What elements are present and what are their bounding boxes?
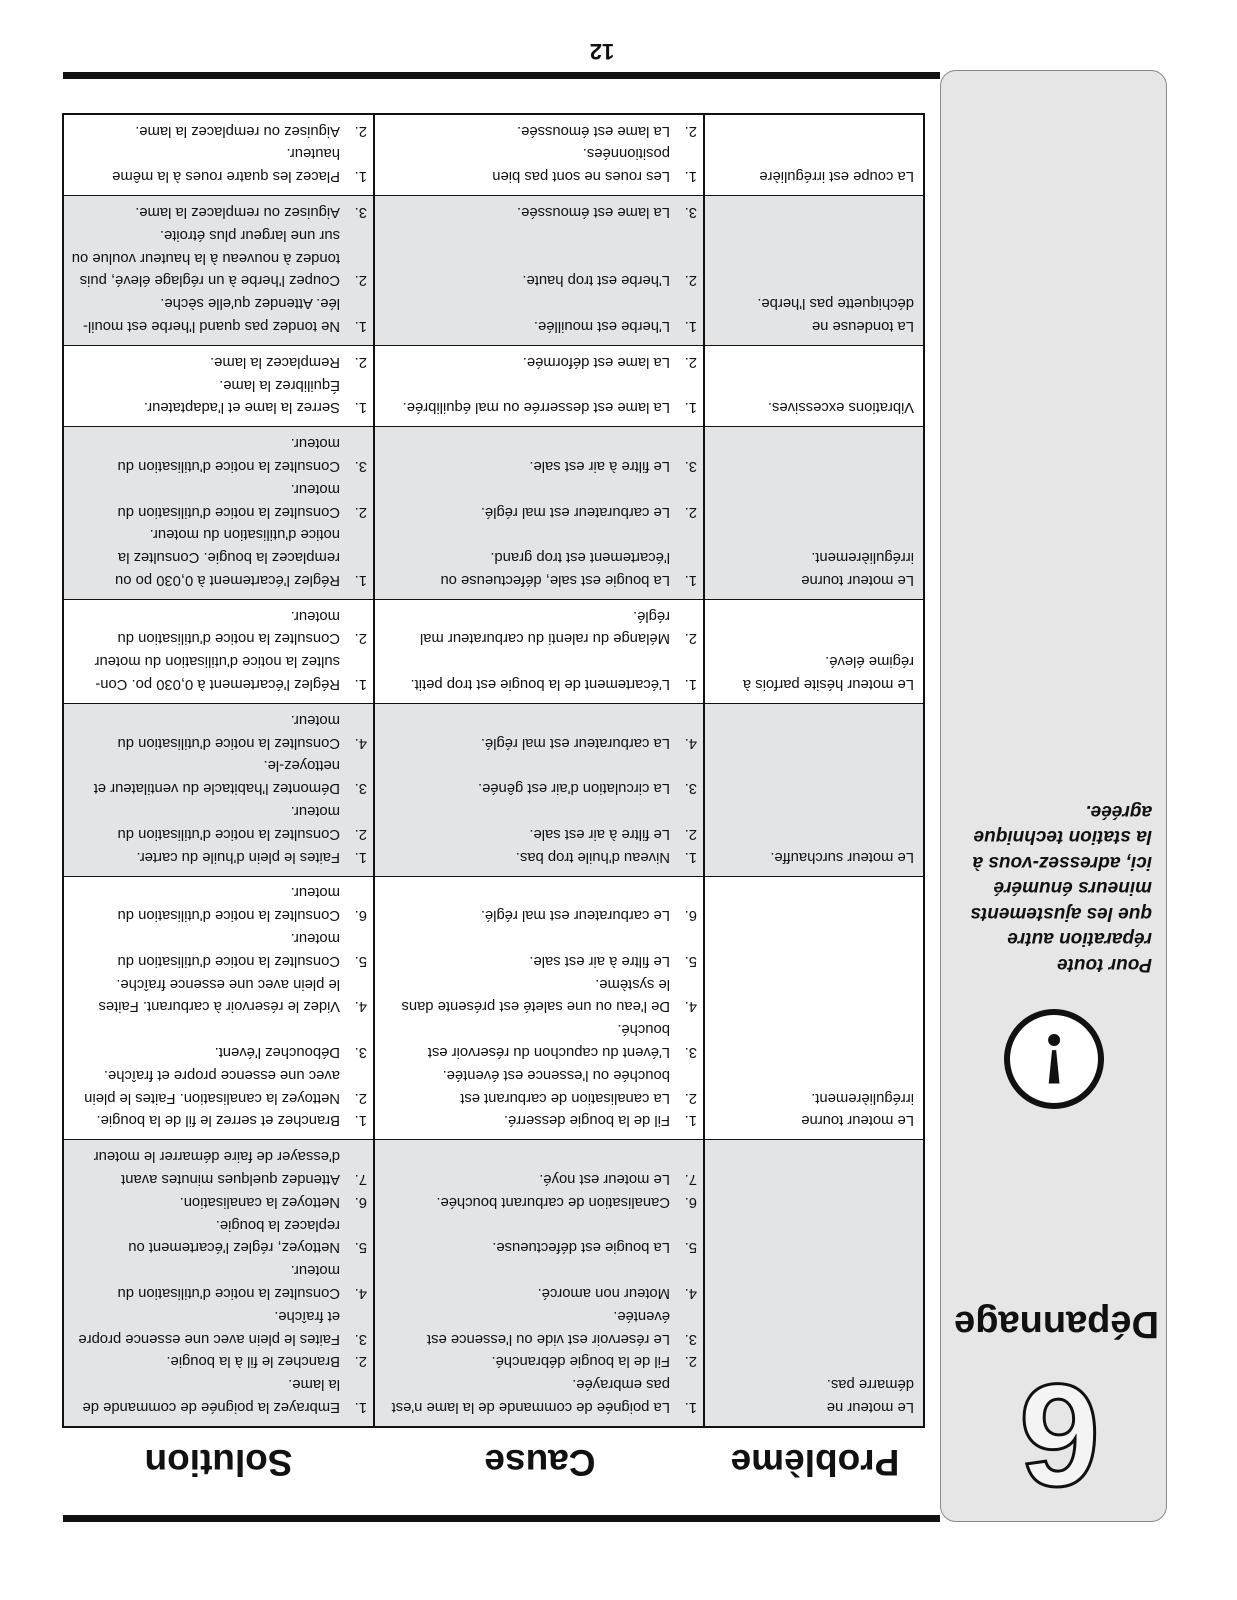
solution-text: Démontez l'habitacle du ventilateur et nettoyez-le. bbox=[93, 757, 340, 797]
solution-item bbox=[64, 119, 375, 142]
solution-text: Serrez la lame et l'adaptateur. Équilibrez la lame. bbox=[143, 376, 340, 416]
item-number: 2. bbox=[684, 503, 697, 520]
section-number: 6 bbox=[1018, 1354, 1100, 1517]
cause-text: De l'eau ou une saleté est présente dans le système. bbox=[401, 975, 670, 1015]
solution-item bbox=[64, 926, 375, 972]
header-problem: Problème bbox=[730, 1442, 900, 1483]
solution-text: Débouchez l'évent. bbox=[214, 1044, 340, 1061]
cause-text: La circulation d'air est gênée. bbox=[477, 780, 670, 797]
solution-item bbox=[64, 845, 375, 868]
solution-item bbox=[64, 799, 375, 845]
cause-text: Le filtre à air est sale. bbox=[529, 825, 670, 842]
item-number: 6. bbox=[354, 1193, 367, 1210]
item-number: 4. bbox=[354, 734, 367, 751]
solution-item bbox=[64, 1372, 375, 1418]
cause-item bbox=[375, 881, 705, 927]
problem-cell: Le moteur tourne irrégulièrement. bbox=[801, 549, 914, 588]
item-number: 5. bbox=[354, 952, 367, 969]
cause-item bbox=[375, 972, 705, 1018]
problem-cell: La tondeuse ne déchiquette pas l'herbe. bbox=[757, 295, 914, 334]
solution-text: Aiguisez ou remplacez la lame. bbox=[135, 122, 340, 139]
cause-item bbox=[375, 1190, 705, 1213]
item-number: 4. bbox=[684, 998, 697, 1015]
item-number: 4. bbox=[684, 1285, 697, 1302]
item-number: 2. bbox=[684, 122, 697, 139]
item-number: 1. bbox=[354, 848, 367, 865]
item-number: 1. bbox=[354, 168, 367, 185]
item-number: 2. bbox=[684, 825, 697, 842]
item-number: 1. bbox=[354, 399, 367, 416]
cause-text: La lame est émoussée. bbox=[517, 203, 670, 220]
table-row bbox=[64, 704, 923, 877]
solution-item bbox=[64, 1144, 375, 1190]
cause-item bbox=[375, 604, 705, 650]
solution-item bbox=[64, 350, 375, 373]
item-number: 4. bbox=[354, 998, 367, 1015]
solution-text: Nettoyez la canalisation. Faites le plein avec une essence propre et fraîche. bbox=[84, 1066, 340, 1106]
cause-item bbox=[375, 1304, 705, 1350]
item-number: 1. bbox=[684, 848, 697, 865]
cause-item bbox=[375, 1109, 705, 1132]
column-divider bbox=[704, 115, 706, 1426]
section-title: Dépannage bbox=[954, 1303, 1159, 1345]
cause-item bbox=[375, 200, 705, 223]
solution-item bbox=[64, 142, 375, 188]
item-number: 3. bbox=[684, 457, 697, 474]
solution-text: Consultez la notice d'utilisation du moteur. bbox=[117, 884, 340, 924]
cause-item bbox=[375, 431, 705, 477]
item-number: 3. bbox=[684, 203, 697, 220]
header-solution: Solution bbox=[144, 1442, 293, 1483]
item-number: 5. bbox=[684, 1239, 697, 1256]
cause-item bbox=[375, 1063, 705, 1109]
page-number: 12 bbox=[589, 39, 615, 64]
cause-text: Le moteur est noyé. bbox=[539, 1171, 670, 1188]
cause-text: La bougie est sale, défectueuse ou l'écartement est trop grand. bbox=[440, 549, 670, 588]
solution-text: Attendez quelques minutes avant d'essayer de faire démarrer le moteur bbox=[93, 1148, 340, 1188]
cause-text: La lame est desserrée ou mal équilibrée. bbox=[402, 399, 670, 416]
solution-text: Réglez l'écartement à 0,030 po. Con- sultez la notice d'utilisation du moteur bbox=[94, 653, 340, 693]
solution-item bbox=[64, 1350, 375, 1373]
item-number: 1. bbox=[684, 571, 697, 588]
solution-text: Faites le plein d'huile du carter. bbox=[136, 848, 340, 865]
item-number: 5. bbox=[354, 1239, 367, 1256]
item-number: 1. bbox=[354, 571, 367, 588]
table-row bbox=[64, 115, 923, 196]
table-row bbox=[64, 600, 923, 704]
solution-text: Consultez la notice d'utilisation du moteur. bbox=[117, 1262, 340, 1302]
solution-text: Placez les quatre roues à la même hauteur. bbox=[112, 145, 340, 185]
table-row bbox=[64, 1140, 923, 1426]
cause-item bbox=[375, 799, 705, 845]
solution-item bbox=[64, 881, 375, 927]
cause-item bbox=[375, 1017, 705, 1063]
cause-text: Le filtre à air est sale. bbox=[529, 457, 670, 474]
cause-text: Le carburateur est mal réglé. bbox=[480, 503, 670, 520]
solution-item bbox=[64, 972, 375, 1018]
exclamation-icon bbox=[1004, 1009, 1104, 1109]
cause-item bbox=[375, 1258, 705, 1304]
cause-text: Canalisation de carburant bouchée. bbox=[436, 1193, 670, 1210]
solution-text: Nettoyez, réglez l'écartement ou replacez la bougie. bbox=[128, 1216, 340, 1256]
problem-cell: Vibrations excessives. bbox=[767, 399, 914, 416]
item-number: 3. bbox=[354, 1330, 367, 1347]
item-number: 2. bbox=[354, 272, 367, 289]
solution-text: Consultez la notice d'utilisation du moteur. bbox=[117, 711, 340, 751]
solution-item bbox=[64, 604, 375, 650]
column-divider bbox=[374, 115, 376, 1426]
cause-item bbox=[375, 845, 705, 868]
solution-item bbox=[64, 1258, 375, 1304]
item-number: 1. bbox=[354, 317, 367, 334]
solution-item bbox=[64, 1063, 375, 1109]
cause-item bbox=[375, 291, 705, 337]
item-number: 1. bbox=[684, 1399, 697, 1415]
solution-text: Ne tondez pas quand l'herbe est mouil- lée. Attendez qu'elle sèche. bbox=[83, 295, 340, 334]
cause-item bbox=[375, 477, 705, 523]
item-number: 1. bbox=[684, 168, 697, 185]
item-number: 2. bbox=[684, 630, 697, 647]
cause-text: L'herbe est mouillée. bbox=[533, 317, 670, 334]
solution-item bbox=[64, 1304, 375, 1350]
cause-item bbox=[375, 754, 705, 800]
cause-item bbox=[375, 926, 705, 972]
item-number: 3. bbox=[684, 1330, 697, 1347]
item-number: 2. bbox=[354, 1353, 367, 1370]
solution-item bbox=[64, 431, 375, 477]
item-number: 2. bbox=[684, 1353, 697, 1370]
item-number: 1. bbox=[684, 676, 697, 693]
solution-item bbox=[64, 1213, 375, 1259]
header-cause: Cause bbox=[484, 1442, 596, 1483]
cause-text: L'évent du capuchon du réservoir est bouché. bbox=[427, 1021, 670, 1061]
problem-cell: Le moteur ne démarre pas. bbox=[826, 1376, 914, 1415]
item-number: 3. bbox=[354, 1044, 367, 1061]
item-number: 4. bbox=[684, 734, 697, 751]
item-number: 2. bbox=[354, 353, 367, 370]
service-note: Pour toute réparation autre que les ajustements mineurs énuméré ici, adressez-vous à la station technique agréée. bbox=[970, 801, 1152, 975]
cause-text: Le réservoir est vide ou l'essence est éventée. bbox=[427, 1307, 670, 1347]
solution-text: Réglez l'écartement à 0,030 po ou remplacez la bougie. Consultez la notice d'utilisation du moteur. bbox=[115, 526, 340, 588]
table-row bbox=[64, 196, 923, 346]
table-headers bbox=[62, 1444, 925, 1481]
item-number: 3. bbox=[354, 780, 367, 797]
item-number: 3. bbox=[684, 780, 697, 797]
item-number: 2. bbox=[354, 630, 367, 647]
solution-item bbox=[64, 754, 375, 800]
cause-text: La poignée de commande de la lame n'est pas embrayée. bbox=[391, 1376, 670, 1415]
cause-item bbox=[375, 373, 705, 419]
top-rule bbox=[63, 1515, 940, 1522]
solution-text: Consultez la notice d'utilisation du moteur. bbox=[117, 803, 340, 842]
item-number: 2. bbox=[354, 122, 367, 139]
cause-text: Fil de la bougie débranché. bbox=[491, 1353, 670, 1370]
cause-item bbox=[375, 223, 705, 291]
item-number: 6. bbox=[684, 1193, 697, 1210]
solution-item bbox=[64, 373, 375, 419]
cause-item bbox=[375, 142, 705, 188]
solution-text: Consultez la notice d'utilisation du moteur. bbox=[117, 930, 340, 969]
cause-item bbox=[375, 1350, 705, 1373]
cause-text: Les roues ne sont pas bien positionnées. bbox=[492, 145, 670, 185]
item-number: 1. bbox=[354, 676, 367, 693]
cause-text: Le carburateur est mal réglé. bbox=[480, 907, 670, 924]
item-number: 6. bbox=[354, 907, 367, 924]
cause-item bbox=[375, 1372, 705, 1418]
item-number: 2. bbox=[354, 1089, 367, 1106]
cause-item bbox=[375, 1144, 705, 1190]
cause-text: Moteur non amorcé. bbox=[537, 1285, 670, 1302]
problem-cell: Le moteur hésite parfois à régime élevé. bbox=[742, 653, 914, 693]
solution-item bbox=[64, 291, 375, 337]
cause-text: Le filtre à air est sale. bbox=[529, 952, 670, 969]
cause-item bbox=[375, 119, 705, 142]
item-number: 2. bbox=[684, 1089, 697, 1106]
cause-text: Niveau d'huile trop bas. bbox=[515, 848, 670, 865]
item-number: 1. bbox=[354, 1112, 367, 1129]
solution-item bbox=[64, 223, 375, 291]
solution-item bbox=[64, 1017, 375, 1063]
solution-item bbox=[64, 523, 375, 591]
solution-text: Consultez la notice d'utilisation du moteur. bbox=[117, 435, 340, 474]
cause-text: La canalisation de carburant est bouchée ou l'essence est éventée. bbox=[442, 1066, 670, 1106]
solution-text: Branchez le fil à la bougie. bbox=[166, 1353, 340, 1370]
item-number: 7. bbox=[684, 1171, 697, 1188]
cause-item bbox=[375, 650, 705, 696]
bottom-rule bbox=[63, 72, 940, 79]
solution-item bbox=[64, 477, 375, 523]
problem-cell: Le moteur tourne irrégulièrement. bbox=[801, 1089, 914, 1129]
cause-item bbox=[375, 523, 705, 591]
solution-text: Consultez la notice d'utilisation du moteur. bbox=[117, 607, 340, 647]
item-number: 3. bbox=[354, 457, 367, 474]
cause-item bbox=[375, 1213, 705, 1259]
item-number: 7. bbox=[354, 1171, 367, 1188]
troubleshooting-table bbox=[62, 113, 925, 1428]
solution-text: Aiguisez ou remplacez la lame. bbox=[135, 203, 340, 220]
problem-cell: Le moteur surchauffe. bbox=[770, 848, 914, 865]
item-number: 1. bbox=[354, 1399, 367, 1415]
solution-text: Faites le plein avec une essence propre et fraîche. bbox=[78, 1307, 340, 1347]
item-number: 3. bbox=[354, 203, 367, 220]
cause-text: La lame est émoussée. bbox=[517, 122, 670, 139]
item-number: 1. bbox=[684, 399, 697, 416]
item-number: 6. bbox=[684, 907, 697, 924]
cause-text: La lame est déformée. bbox=[522, 353, 670, 370]
item-number: 5. bbox=[684, 952, 697, 969]
item-number: 2. bbox=[684, 353, 697, 370]
solution-text: Remplacez la lame. bbox=[210, 353, 340, 370]
solution-text: Consultez la notice d'utilisation du moteur. bbox=[117, 480, 340, 520]
item-number: 4. bbox=[354, 1285, 367, 1302]
cause-text: L'herbe est trop haute. bbox=[522, 272, 670, 289]
problem-cell: La coupe est irrégulière bbox=[759, 168, 914, 185]
cause-item bbox=[375, 708, 705, 754]
cause-text: L'écartement de la bougie est trop petit. bbox=[410, 676, 670, 693]
cause-text: Mélange du ralenti du carburateur mal réglé. bbox=[419, 607, 670, 647]
cause-text: La bougie est défectueuse. bbox=[492, 1239, 670, 1256]
item-number: 1. bbox=[684, 1112, 697, 1129]
item-number: 3. bbox=[684, 1044, 697, 1061]
item-number: 1. bbox=[684, 317, 697, 334]
solution-text: Coupez l'herbe à un réglage élevé, puis tondez à nouveau à la hauteur voulue ou sur une largeur plus étroite. bbox=[71, 226, 340, 289]
exclamation-glyph: ! bbox=[1041, 1018, 1067, 1100]
cause-item bbox=[375, 350, 705, 373]
solution-item bbox=[64, 200, 375, 223]
cause-text: La carburateur est mal réglé. bbox=[480, 734, 670, 751]
solution-text: Nettoyez la canalisation. bbox=[179, 1193, 340, 1210]
solution-text: Branchez et serrez le fil de la bougie. bbox=[96, 1112, 340, 1129]
item-number: 2. bbox=[354, 825, 367, 842]
table-row bbox=[64, 346, 923, 427]
table-row bbox=[64, 427, 923, 600]
solution-item bbox=[64, 650, 375, 696]
solution-item bbox=[64, 708, 375, 754]
solution-text: Embrayez la poignée de commande de la lame. bbox=[82, 1376, 340, 1415]
item-number: 2. bbox=[684, 272, 697, 289]
table-body bbox=[64, 115, 923, 1426]
cause-text: Fil de la bougie desserré. bbox=[503, 1112, 670, 1129]
table-row bbox=[64, 877, 923, 1141]
section-sidebar bbox=[940, 70, 1167, 1522]
solution-item bbox=[64, 1190, 375, 1213]
solution-item bbox=[64, 1109, 375, 1132]
solution-text: Videz le réservoir à carburant. Faites le plein avec une essence fraîche. bbox=[98, 975, 340, 1015]
item-number: 2. bbox=[354, 503, 367, 520]
